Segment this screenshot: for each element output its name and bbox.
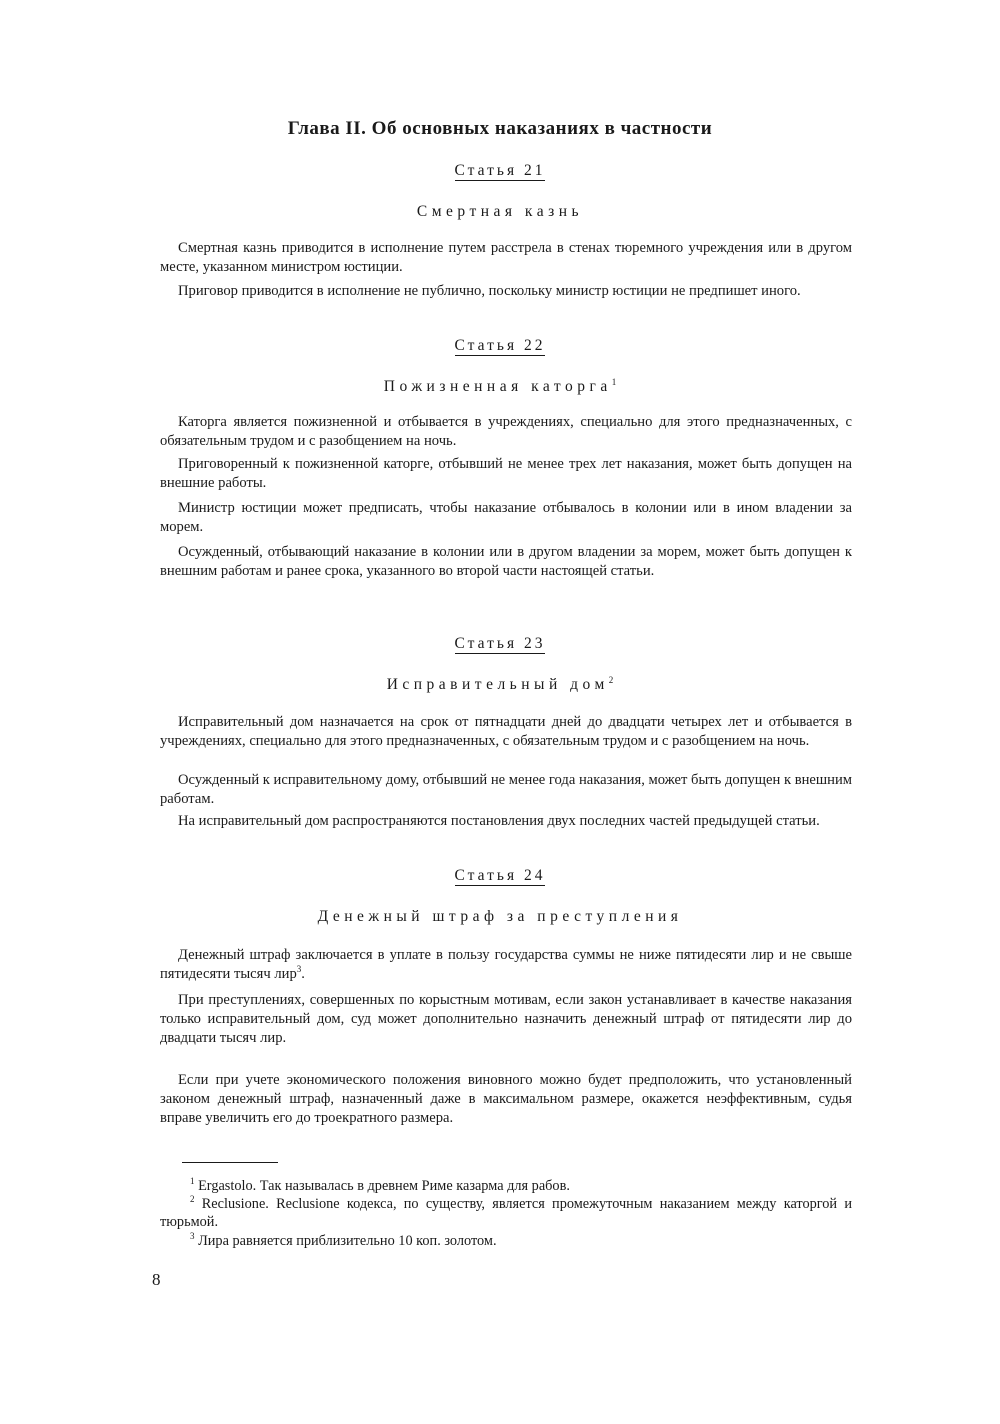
article-24-heading-text: Статья 24 [454, 867, 546, 884]
footnote-3-text: Лира равняется приблизительно 10 коп. золотом. [198, 1233, 497, 1249]
article-24-paragraph-1: Денежный штраф заключается в уплате в пользу государства суммы не ниже пятидесяти лир и не свыше пятидесяти тысяч лир$^3$. [160, 947, 852, 982]
footnote-ref-2: 2 [608, 675, 614, 685]
article-21-heading [0, 162, 1000, 180]
article-24-paragraph-3: Если при учете экономического положения виновного можно будет предположить, что установленный законом денежный штраф, назначенный даже в максимальном размере, окажется неэффективным, судья вправе увеличить его до троекратного размера. [160, 1072, 852, 1126]
article-22-paragraph-3: Министр юстиции может предписать, чтобы наказание отбывалось в колонии или в ином владении за морем. [160, 500, 852, 535]
footnote-ref-1: 1 [611, 377, 617, 387]
footnote-1-text: Ergastolo. Так называлась в древнем Риме казарма для рабов. [198, 1178, 570, 1194]
footnote-2-text: Reclusione. Reclusione кодекса, по существу, является промежуточным наказанием между каторгой и тюрьмой. [160, 1196, 852, 1230]
article-22-heading-text: Статья 22 [454, 337, 546, 354]
footnote-ref-3: 3 [296, 964, 302, 975]
article-22-paragraph-4: Осужденный, отбывающий наказание в колонии или в другом владении за морем, может быть допущен к внешним работам и ранее срока, указанного во второй части настоящей статьи. [160, 544, 852, 579]
article-24-subtitle: Денежный штраф за преступления [317, 908, 683, 925]
article-21-heading-text: Статья 21 [454, 162, 546, 179]
chapter-title: Глава II. Об основных наказаниях в частности [287, 118, 713, 139]
footnote-2 [160, 1195, 852, 1231]
article-21-paragraph-1: Смертная казнь приводится в исполнение путем расстрела в стенах тюремного учреждения или в другом месте, указанном министром юстиции. [160, 240, 852, 275]
article-23-heading-text: Статья 23 [454, 635, 546, 652]
footnote-divider [182, 1162, 278, 1163]
article-21-paragraph-2: Приговор приводится в исполнение не публично, поскольку министр юстиции не предпишет иного. [178, 283, 801, 299]
footnote-1 [160, 1177, 852, 1195]
footnote-3-mark: 3 [190, 1231, 195, 1242]
article-22-subtitle [0, 377, 1000, 396]
article-22-heading [0, 337, 1000, 355]
article-22-subtitle-text: Пожизненная каторга [383, 378, 612, 396]
article-23-paragraph-1: Исправительный дом назначается на срок от пятнадцати дней до двадцати четырех лет и отбывается в учреждениях, специально для этого предназначенных, с обязательным трудом и с разобщением на ночь. [160, 714, 852, 749]
article-23-paragraph-2: Осужденный к исправительному дому, отбывший не менее года наказания, может быть допущен к внешним работам. [160, 772, 852, 807]
article-23-subtitle [0, 675, 1000, 694]
page-number: 8 [152, 1270, 161, 1289]
article-22-paragraph-2: Приговоренный к пожизненной каторге, отбывший не менее трех лет наказания, может быть допущен на внешние работы. [160, 456, 852, 491]
article-21-subtitle: Смертная казнь [416, 203, 584, 220]
footnote-1-mark: 1 [190, 1176, 195, 1187]
footnote-2-mark: 2 [190, 1194, 195, 1205]
article-23-heading [0, 635, 1000, 653]
article-24-heading [0, 867, 1000, 885]
footnote-3 [160, 1232, 852, 1250]
article-24-paragraph-2: При преступлениях, совершенных по корыстным мотивам, если закон устанавливает в качестве наказания только исправительный дом, суд может дополнительно назначить денежный штраф от пятидесяти лир до двадцати тысяч лир. [160, 992, 852, 1046]
article-22-paragraph-1: Каторга является пожизненной и отбывается в учреждениях, специально для этого предназначенных, с обязательным трудом и с разобщением на ночь. [160, 414, 852, 449]
article-24-paragraph-1-text: Денежный штраф заключается в уплате в пользу государства суммы не ниже пятидесяти лир и не свыше пятидесяти тысяч лир [160, 947, 852, 982]
article-23-subtitle-text: Исправительный дом [386, 676, 609, 694]
article-23-paragraph-3: На исправительный дом распространяются постановления двух последних частей предыдущей статьи. [178, 813, 820, 829]
